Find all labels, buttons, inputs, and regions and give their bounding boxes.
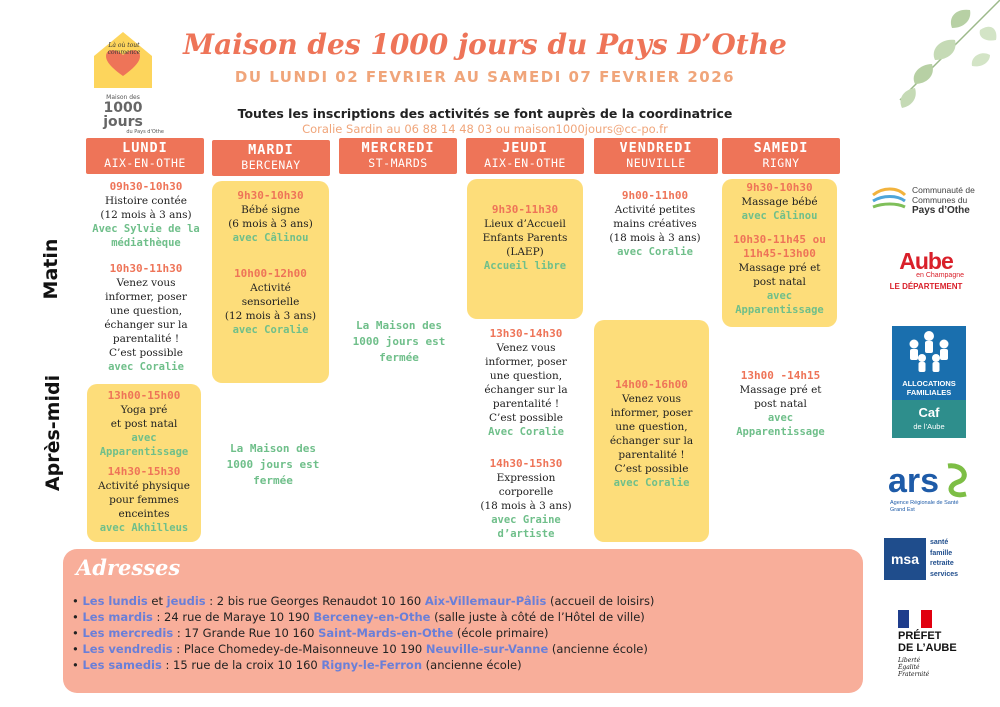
page-title: Maison des 1000 jours du Pays D’Othe [183, 28, 787, 61]
caf-line: FAMILIALES [906, 388, 952, 397]
aube-dept: LE DÉPARTEMENT [889, 282, 963, 291]
motto-line: Fraternité [898, 671, 930, 678]
activity-line: (18 mois à 3 ans) [480, 500, 572, 512]
address-item [72, 641, 862, 657]
activity-vendredi-2 [594, 320, 709, 542]
msa-line: services [930, 570, 959, 578]
cc-line: Communauté de [912, 185, 975, 195]
activity-with: avec Coralie [108, 361, 184, 373]
address-note: (ancienne école) [548, 642, 648, 656]
activity-line: mains créatives [613, 218, 697, 230]
activity-time: 9h00-11h00 [621, 189, 689, 202]
address-conj: et [151, 594, 164, 608]
ars-sub: Agence Régionale de Santé [890, 500, 959, 506]
activity-line: (12 mois à 3 ans) [224, 310, 317, 322]
logo-name-big: 1000 jours [103, 100, 143, 130]
address-item [72, 625, 862, 641]
address-city: Rigny-le-Ferron [321, 658, 423, 672]
day-header-mercredi [339, 138, 457, 174]
activity-line: pour femmes [109, 494, 179, 506]
msa-line: retraite [930, 560, 954, 567]
day-header-vendredi [594, 138, 718, 174]
day-header-mardi [212, 140, 330, 176]
activity-line: parentalité ! [112, 333, 180, 345]
activity-line: post natal [754, 398, 807, 410]
address-text: : 17 Grande Rue 10 160 [173, 626, 319, 640]
activity-time: 9h30-11h30 [491, 203, 559, 216]
activity-line: Enfants Parents [482, 232, 568, 244]
activity-line: Expression [496, 472, 556, 484]
activity-time: 9h30-10h30 [237, 189, 304, 202]
activity-line: une question, [489, 370, 563, 382]
address-item [72, 657, 862, 673]
address-days: Les mercredis [82, 626, 174, 640]
activity-line: Activité petites [614, 204, 696, 216]
marianne-flag-icon [898, 610, 932, 628]
activity-line: C’est possible [488, 412, 563, 424]
address-text: : 24 rue de Maraye 10 190 [152, 610, 314, 624]
activity-time: 14h30-15h30 [107, 465, 181, 478]
logo-name-sub: du Pays d'Othe [126, 129, 164, 135]
activity-time: 13h00-15h00 [107, 389, 181, 402]
day-place: ST-MARDS [368, 156, 428, 170]
cc-pays-othe-logo-icon [871, 185, 907, 215]
address-days: Les lundis [82, 594, 148, 608]
day-name: MARDI [248, 142, 294, 158]
day-name: JEUDI [502, 140, 548, 156]
day-name: MERCREDI [361, 140, 435, 156]
activity-line: Histoire contée [105, 195, 187, 207]
prefet-line: PRÉFET [898, 630, 942, 642]
leaves-decoration-icon [860, 0, 1000, 110]
activity-line: Venez vous [116, 277, 176, 289]
activity-with: Avec Coralie [488, 426, 564, 438]
address-note: (salle juste à côté de l’Hôtel de ville) [430, 610, 645, 624]
prefet-line: DE L’AUBE [898, 642, 957, 654]
activity-line: informer, poser [105, 291, 187, 303]
cc-pays-othe-text [912, 185, 975, 216]
address-city: Berceney-en-Othe [313, 610, 431, 624]
caf-name: Caf [918, 405, 940, 420]
activity-with: avec Graine d’artiste [491, 514, 561, 540]
day-header-samedi [722, 138, 840, 174]
day-name: VENDREDI [619, 140, 693, 156]
address-days: Les samedis [82, 658, 162, 672]
address-text: : 15 rue de la croix 10 160 [161, 658, 322, 672]
activity-with: avec Coralie [232, 324, 309, 336]
activity-line: (6 mois à 3 ans) [228, 218, 313, 230]
activity-time: 13h00 -14h15 [740, 369, 821, 382]
activity-with: avec Câlinou [741, 210, 818, 222]
caf-line: ALLOCATIONS [902, 379, 956, 388]
activity-time: 10h00-12h00 [234, 267, 307, 280]
side-label-morning: Matin [40, 238, 62, 300]
activity-line: Venez vous [496, 342, 556, 354]
activity-time: 9h30-10h30 [746, 181, 813, 194]
cc-line: Communes du [912, 195, 968, 205]
activity-line: une question, [615, 421, 688, 433]
day-place: NEUVILLE [626, 156, 686, 170]
activity-time: 13h30-14h30 [489, 327, 563, 340]
activity-line: (18 mois à 3 ans) [609, 232, 701, 244]
activity-line: Venez vous [621, 393, 682, 405]
activity-time: 14h00-16h00 [615, 378, 688, 391]
side-label-afternoon: Après-midi [42, 374, 64, 492]
caf-bottom [892, 400, 966, 438]
registration-notice: Toutes les inscriptions des activités se font auprès de la coordinatrice [237, 106, 733, 121]
day-place: AIX-EN-OTHE [104, 156, 186, 170]
activity-line: corporelle [498, 486, 554, 498]
addresses-list [72, 593, 862, 673]
ars-grand-est-logo-icon [886, 458, 976, 514]
day-name: SAMEDI [753, 140, 809, 156]
caf-sub: de l’Aube [913, 422, 945, 431]
prefet-motto [898, 657, 929, 678]
activity-line: C’est possible [108, 347, 183, 359]
day-place: AIX-EN-OTHE [484, 156, 566, 170]
activity-line: échanger sur la [104, 319, 188, 331]
activity-with: avec Apparentissage [735, 290, 824, 316]
addresses-title: Adresses [76, 555, 181, 580]
activity-line: informer, poser [485, 356, 567, 368]
contact-info: Coralie Sardin au 06 88 14 48 03 ou maison1000jours@cc-po.fr [302, 122, 668, 136]
address-days: Les vendredis [82, 642, 173, 656]
activity-samedi-morning [722, 179, 837, 327]
aube-departement-logo [880, 250, 972, 291]
activity-jeudi-2 [468, 327, 584, 439]
address-item [72, 609, 862, 625]
logo-tagline: Là où tout commence [107, 42, 141, 56]
activity-line: parentalité ! [618, 449, 685, 461]
address-text: : 2 bis rue Georges Renaudot 10 160 [205, 594, 425, 608]
activity-jeudi-3 [468, 457, 584, 541]
activity-time: 10h30-11h45 ou 11h45-13h00 [733, 233, 826, 260]
activity-lundi-2 [88, 262, 204, 374]
mercredi-closed-notice: La Maison des 1000 jours est fermée [352, 319, 446, 364]
activity-with: avec Apparentissage [99, 432, 189, 458]
activity-line: (LAEP) [506, 246, 544, 258]
activity-line: et post natal [110, 418, 178, 430]
day-header-lundi [86, 138, 204, 174]
day-header-jeudi [466, 138, 584, 174]
activity-line: échanger sur la [609, 435, 694, 447]
logo-name-top: Maison des [106, 94, 140, 101]
activity-time: 10h30-11h30 [109, 262, 183, 275]
activity-with: Accueil libre [483, 260, 567, 272]
activity-line: Lieux d’Accueil [484, 218, 566, 230]
prefet-text [898, 630, 957, 654]
page-subtitle: DU LUNDI 02 FEVRIER AU SAMEDI 07 FEVRIER 2026 [234, 68, 736, 86]
activity-samedi-afternoon [723, 369, 838, 439]
activity-with: avec Câlinou [232, 232, 309, 244]
address-days: jeudis [166, 594, 206, 608]
activity-line: enceintes [118, 508, 170, 520]
ars-letters: ars [888, 462, 940, 500]
activity-line: (12 mois à 3 ans) [100, 209, 192, 221]
activity-line: échanger sur la [484, 384, 568, 396]
activity-line: C’est possible [614, 463, 689, 475]
activity-line: informer, poser [610, 407, 693, 419]
address-note: (accueil de loisirs) [546, 594, 655, 608]
address-item [72, 593, 862, 609]
day-place: RIGNY [762, 156, 800, 170]
activity-line: Activité [250, 282, 291, 294]
caf-family-icon [892, 326, 966, 378]
activity-vendredi-1 [596, 189, 714, 259]
mardi-closed-notice: La Maison des 1000 jours est fermée [226, 442, 320, 487]
activity-line: une question, [109, 305, 183, 317]
activity-time: 14h30-15h30 [489, 457, 563, 470]
activity-line: parentalité ! [492, 398, 560, 410]
activity-line: Massage bébé [741, 196, 818, 208]
msa-line: famille [930, 549, 953, 557]
house-logo-icon [92, 30, 154, 90]
activity-line: Yoga pré [120, 404, 168, 416]
aube-name: Aube [899, 248, 953, 274]
address-note: (ancienne école) [422, 658, 522, 672]
activity-lundi-1 [88, 180, 204, 250]
activity-with: avec Coralie [617, 246, 693, 258]
day-name: LUNDI [122, 140, 168, 156]
activity-with: avec Apparentissage [736, 412, 825, 438]
activity-line: Activité physique [98, 480, 190, 492]
activity-time: 09h30-10h30 [109, 180, 183, 193]
address-days: Les mardis [82, 610, 153, 624]
activity-with: Avec Sylvie de la médiathèque [92, 223, 200, 249]
activity-mardi-morning [212, 181, 329, 383]
activity-line: Bébé signe [241, 204, 300, 216]
motto-line: Égalité [898, 664, 920, 671]
activity-line: post natal [753, 276, 806, 288]
activity-with: avec Coralie [613, 477, 690, 489]
address-text: : Place Chomedey-de-Maisonneuve 10 190 [172, 642, 426, 656]
activity-line: Massage pré et [739, 384, 822, 396]
address-note: (école primaire) [453, 626, 549, 640]
activity-line: sensorielle [241, 296, 300, 308]
caf-title [892, 379, 966, 397]
activity-with: avec Akhilleus [99, 522, 189, 534]
msa-line: santé [930, 539, 949, 546]
msa-logo: msa [884, 538, 926, 580]
address-city: Aix-Villemaur-Pâlis [424, 594, 547, 608]
motto-line: Liberté [898, 657, 921, 664]
address-city: Neuville-sur-Vanne [425, 642, 549, 656]
activity-line: Massage pré et [738, 262, 821, 274]
activity-jeudi-1 [467, 179, 583, 319]
msa-text [930, 538, 958, 580]
address-city: Saint-Mards-en-Othe [318, 626, 454, 640]
day-place: BERCENAY [241, 158, 301, 172]
cc-line-bold: Pays d’Othe [912, 205, 970, 216]
activity-lundi-afternoon [87, 384, 201, 542]
aube-sub: en Champagne [916, 272, 964, 279]
ars-region: Grand Est [890, 507, 915, 513]
